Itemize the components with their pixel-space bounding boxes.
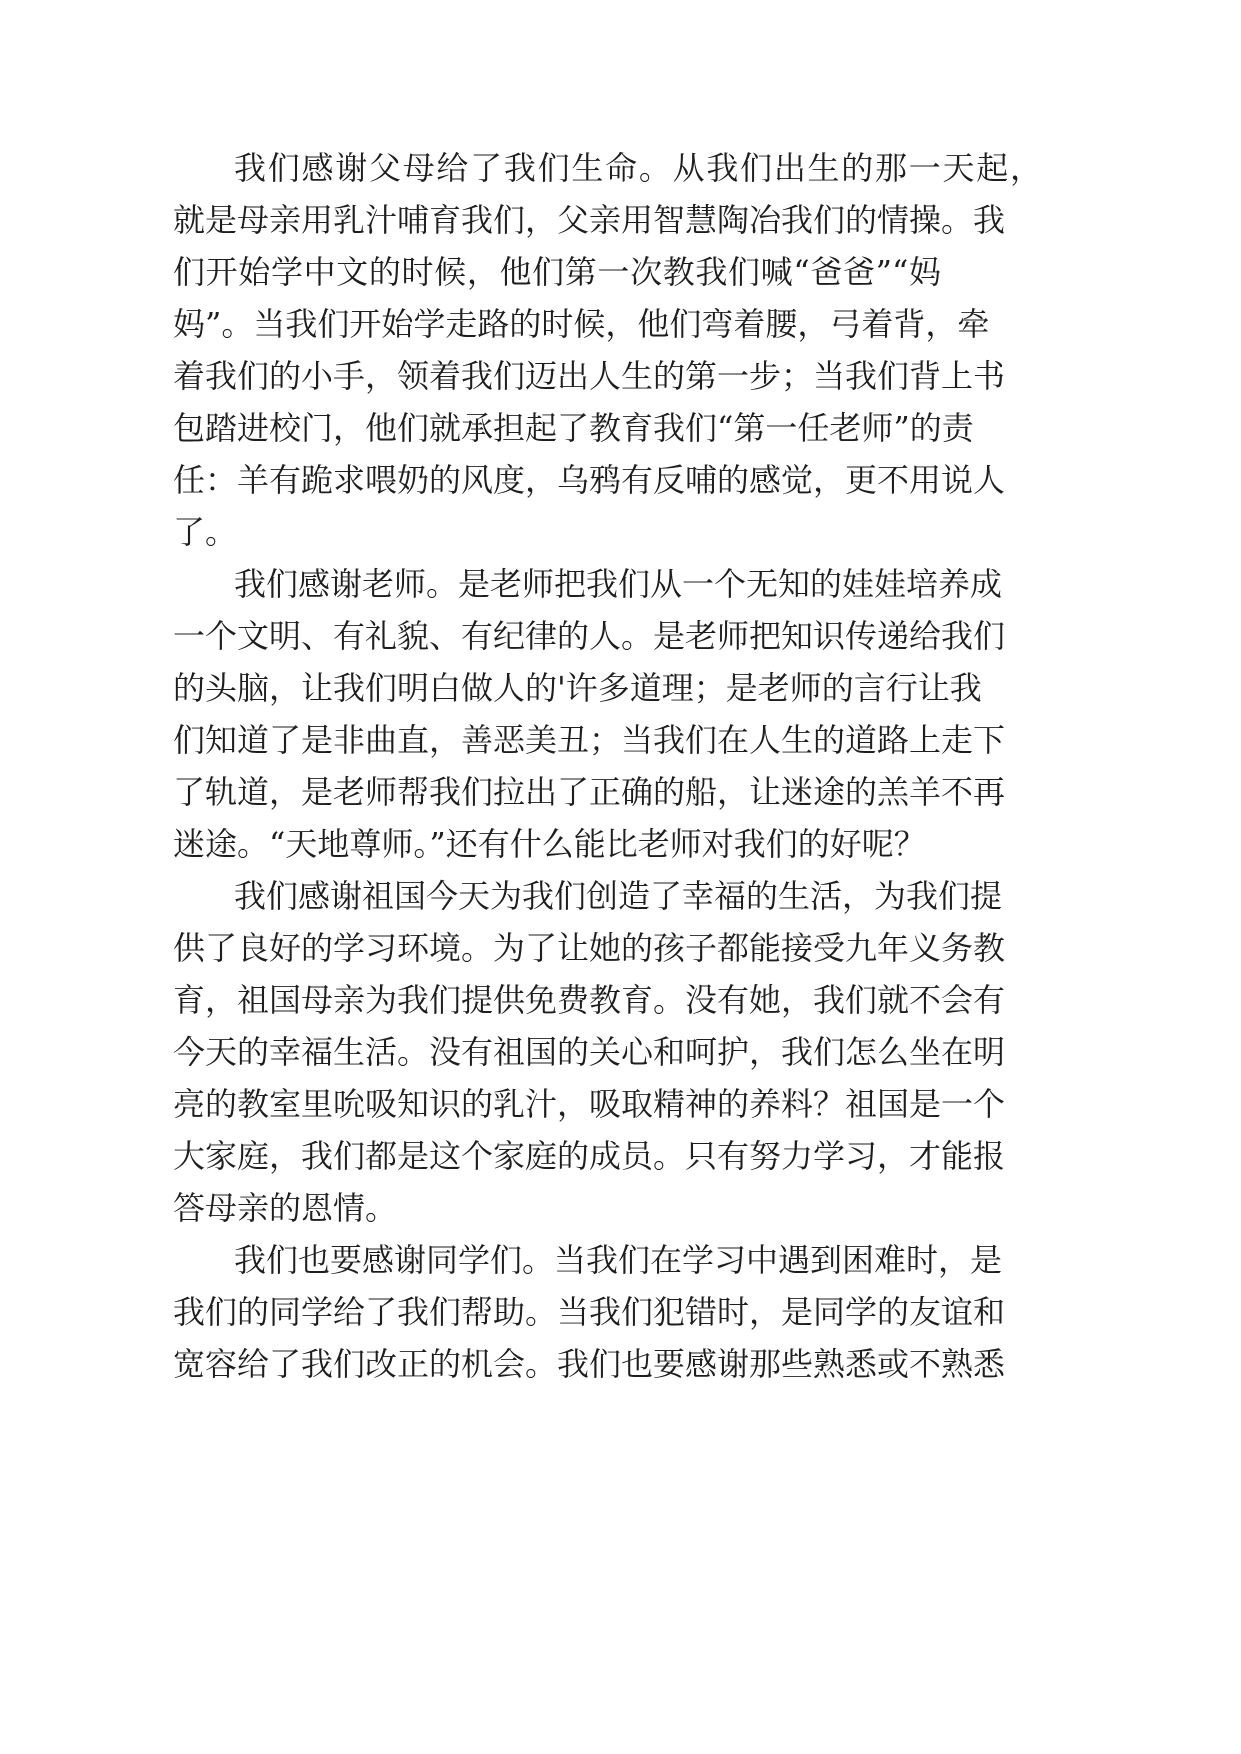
text-line: 了。 bbox=[173, 513, 238, 551]
text-line: 们知道了是非曲直，善恶美丑；当我们在人生的道路上走下 bbox=[173, 721, 1006, 759]
text-line: 供了良好的学习环境。为了让她的孩子都能接受九年义务教 bbox=[173, 929, 1006, 967]
text-line: 我们的同学给了我们帮助。当我们犯错时，是同学的友谊和 bbox=[173, 1293, 1006, 1331]
text-line: 我们感谢祖国今天为我们创造了幸福的生活，为我们提 bbox=[234, 877, 1003, 915]
text-line: 着我们的小手，领着我们迈出人生的第一步；当我们背上书 bbox=[173, 357, 1006, 395]
text-line: 我们感谢父母给了我们生命。从我们出生的那一天起， bbox=[234, 149, 1042, 187]
text-line: 我们感谢老师。是老师把我们从一个无知的娃娃培养成 bbox=[234, 565, 1003, 603]
text-line: 妈”。当我们开始学走路的时候，他们弯着腰，弓着背，牵 bbox=[173, 305, 990, 343]
text-line: 答母亲的恩情。 bbox=[173, 1189, 398, 1227]
text-line: 了轨道，是老师帮我们拉出了正确的船，让迷途的羔羊不再 bbox=[173, 773, 1006, 811]
text-line: 育，祖国母亲为我们提供免费教育。没有她，我们就不会有 bbox=[173, 981, 1006, 1019]
text-line: 我们也要感谢同学们。当我们在学习中遇到困难时，是 bbox=[234, 1241, 1003, 1279]
text-line: 宽容给了我们改正的机会。我们也要感谢那些熟悉或不熟悉 bbox=[173, 1345, 1006, 1383]
text-line: 一个文明、有礼貌、有纪律的人。是老师把知识传递给我们 bbox=[173, 617, 1006, 655]
text-line: 们开始学中文的时候，他们第一次教我们喊“爸爸”“妈 bbox=[173, 253, 941, 291]
text-line: 今天的幸福生活。没有祖国的关心和呵护，我们怎么坐在明 bbox=[173, 1033, 1006, 1071]
text-line: 任：羊有跪求喂奶的风度，乌鸦有反哺的感觉，更不用说人 bbox=[173, 461, 1006, 499]
text-line: 就是母亲用乳汁哺育我们，父亲用智慧陶冶我们的情操。我 bbox=[173, 201, 1006, 239]
text-line: 迷途。“天地尊师。”还有什么能比老师对我们的好呢？ bbox=[173, 825, 926, 863]
text-line: 亮的教室里吮吸知识的乳汁，吸取精神的养料？祖国是一个 bbox=[173, 1085, 1006, 1123]
text-line: 的头脑，让我们明白做人的'许多道理；是老师的言行让我 bbox=[173, 669, 982, 707]
text-line: 大家庭，我们都是这个家庭的成员。只有努力学习，才能报 bbox=[173, 1137, 1006, 1175]
text-line: 包踏进校门，他们就承担起了教育我们“第一任老师”的责 bbox=[173, 409, 974, 447]
